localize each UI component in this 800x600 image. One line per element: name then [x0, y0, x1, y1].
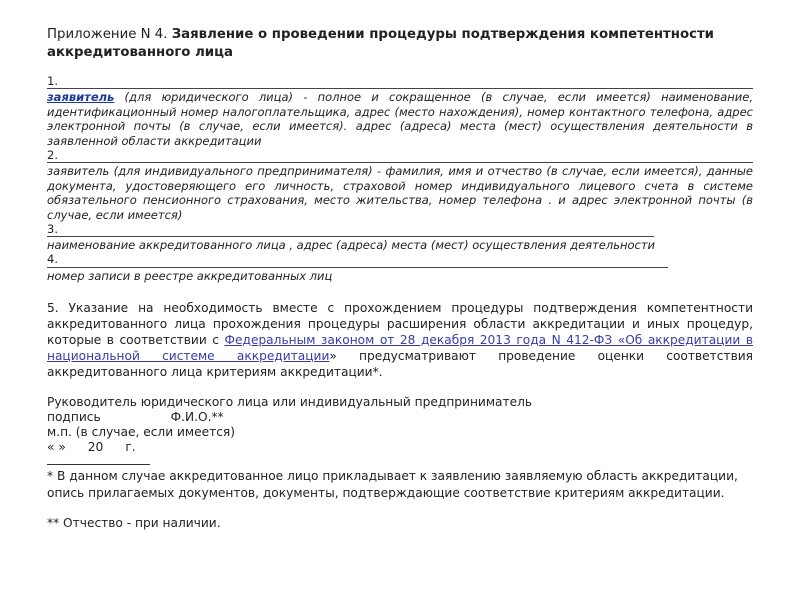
item-5-text-after: » предусматривают проведение оценки соответствия аккредитованного лица критериям аккредитации*.: [47, 349, 754, 379]
year-label: 20: [87, 440, 104, 454]
signature-block: [47, 394, 753, 454]
item-2: [47, 148, 753, 222]
fill-line-3: [47, 222, 654, 237]
applicant-link[interactable]: заявитель: [47, 90, 115, 104]
federal-law-link[interactable]: Федеральным законом от 28 декабря 2013 года N 412-ФЗ «Об аккредитации в национальной системе аккредитации: [47, 333, 754, 363]
signatory-heading: Руководитель юридического лица или индивидуальный предприниматель: [47, 395, 533, 409]
item-1: [47, 74, 753, 148]
item-1-description: [47, 90, 753, 148]
form-title: Заявление о проведении процедуры подтверждения компетентности аккредитованного лица: [47, 27, 714, 60]
item-4-number: 4.: [47, 252, 58, 266]
item-1-number: 1.: [47, 73, 58, 88]
item-5: [47, 300, 753, 380]
footnote-2: ** Отчество - при наличии.: [47, 516, 221, 530]
signature-row: [47, 409, 753, 424]
item-3-number: 3.: [47, 221, 58, 236]
item-2-description: заявитель (для индивидуального предпринимателя) - фамилия, имя и отчество (в случае, если имеется), данные документа, удостоверяющего его личность, страховой номер индивидуального лицевого счета в системе обязательного пенсионного страхования, место жительства, номер телефона . и адрес электронной почты (в случае, если имеется): [47, 164, 753, 222]
appendix-label: Приложение N 4.: [47, 27, 172, 42]
item-5-text-before: 5. Указание на необходимость вместе с прохождением процедуры подтверждения компетентности аккредитованного лица прохождения процедуры расширения области аккредитации и иных процедур, которые в соответствии с: [47, 301, 753, 347]
item-3: [47, 222, 753, 253]
date-row: [47, 439, 753, 454]
seal-label: м.п. (в случае, если имеется): [47, 425, 235, 439]
footnote-divider: [47, 464, 150, 465]
signature-label: подпись: [47, 410, 101, 424]
full-name-label: Ф.И.О.**: [170, 410, 224, 424]
fill-line-1: [47, 74, 753, 89]
item-3-description: наименование аккредитованного лица , адрес (адреса) места (мест) осуществления деятельности: [47, 238, 656, 252]
document-page: [47, 26, 753, 531]
item-4: [47, 253, 753, 284]
footnote-1: * В данном случае аккредитованное лицо прикладывает к заявлению заявляемую область аккредитации, опись прилагаемых документов, документы, подтверждающие соответствие критериям аккредитации.: [47, 469, 738, 500]
item-4-description: номер записи в реестре аккредитованных лиц: [47, 268, 333, 283]
fill-line-2: [47, 148, 753, 163]
date-quotes: « »: [47, 440, 66, 454]
fill-line-4: [47, 253, 668, 268]
item-1-text: (для юридического лица) - полное и сокращенное (в случае, если имеется) наименование, идентификационный номер налогоплательщика, адрес (место нахождения), номер контактного телефона, адрес электронной почты (в случае, если имеется). адрес (адреса) места (мест) осуществления деятельности в заявленной области аккредитации: [47, 90, 753, 148]
year-suffix: г.: [125, 440, 136, 454]
document-title: [47, 26, 753, 62]
item-2-number: 2.: [47, 147, 58, 162]
